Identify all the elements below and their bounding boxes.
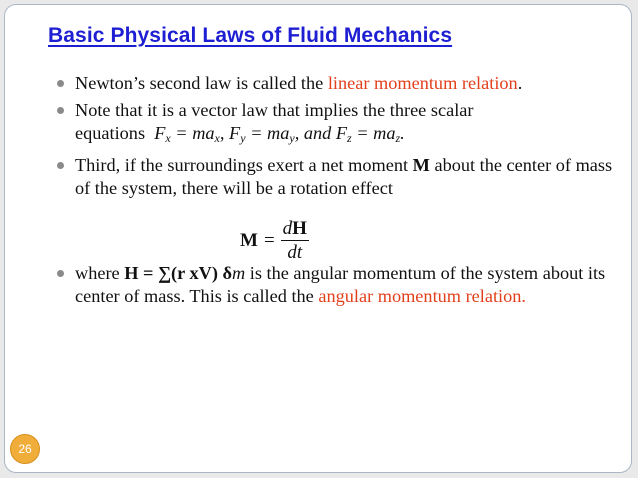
highlight-linear-momentum: linear momentum relation (327, 73, 518, 93)
bullet-text: Newton’s second law is called the (75, 73, 328, 93)
equations-label: equations (75, 123, 146, 143)
bullet-dot-icon (57, 107, 64, 114)
italic-m: m (231, 263, 246, 283)
page-number-badge: 26 (10, 434, 40, 464)
bullet-dot-icon (57, 80, 64, 87)
slide-title: Basic Physical Laws of Fluid Mechanics (48, 24, 453, 47)
eq-fz: $F_z = ma_z$. (335, 123, 405, 145)
bold-m: M (412, 155, 430, 175)
highlight-angular-momentum: angular momentum relation. (318, 286, 526, 306)
eq-fx: $F_x = ma_x$, (154, 123, 225, 145)
bullet-text: . (517, 73, 523, 93)
angular-momentum-expr: H = ∑(r xV) δ (124, 263, 232, 283)
bullet-linear-momentum (57, 72, 617, 95)
bullet-text: about the center of mass of the system, there will be a rotation effect (75, 155, 613, 198)
bullet-dot-icon (57, 270, 64, 277)
moment-equation (240, 219, 309, 263)
bullet-text: Note that it is a vector law that implies the three scalar (75, 100, 474, 120)
bullet-text: Third, if the surroundings exert a net moment (75, 155, 413, 175)
equation-equals: = (263, 230, 275, 251)
fraction-denominator: dt (287, 242, 303, 263)
equation-fraction (281, 219, 309, 263)
bullet-dot-icon (57, 162, 64, 169)
bullet-text: where (75, 263, 125, 283)
equation-lhs: M (240, 230, 258, 251)
eq-fy: $F_y = ma_y$, and (229, 123, 332, 145)
fraction-numerator: dH (282, 218, 307, 239)
bullet-angular-momentum (57, 262, 617, 308)
bullet-text: is the angular momentum of the system about its center of mass. This is called the (75, 263, 606, 306)
bullet-net-moment (57, 154, 617, 200)
bullet-list (57, 72, 617, 308)
bullet-vector-law (57, 99, 617, 150)
